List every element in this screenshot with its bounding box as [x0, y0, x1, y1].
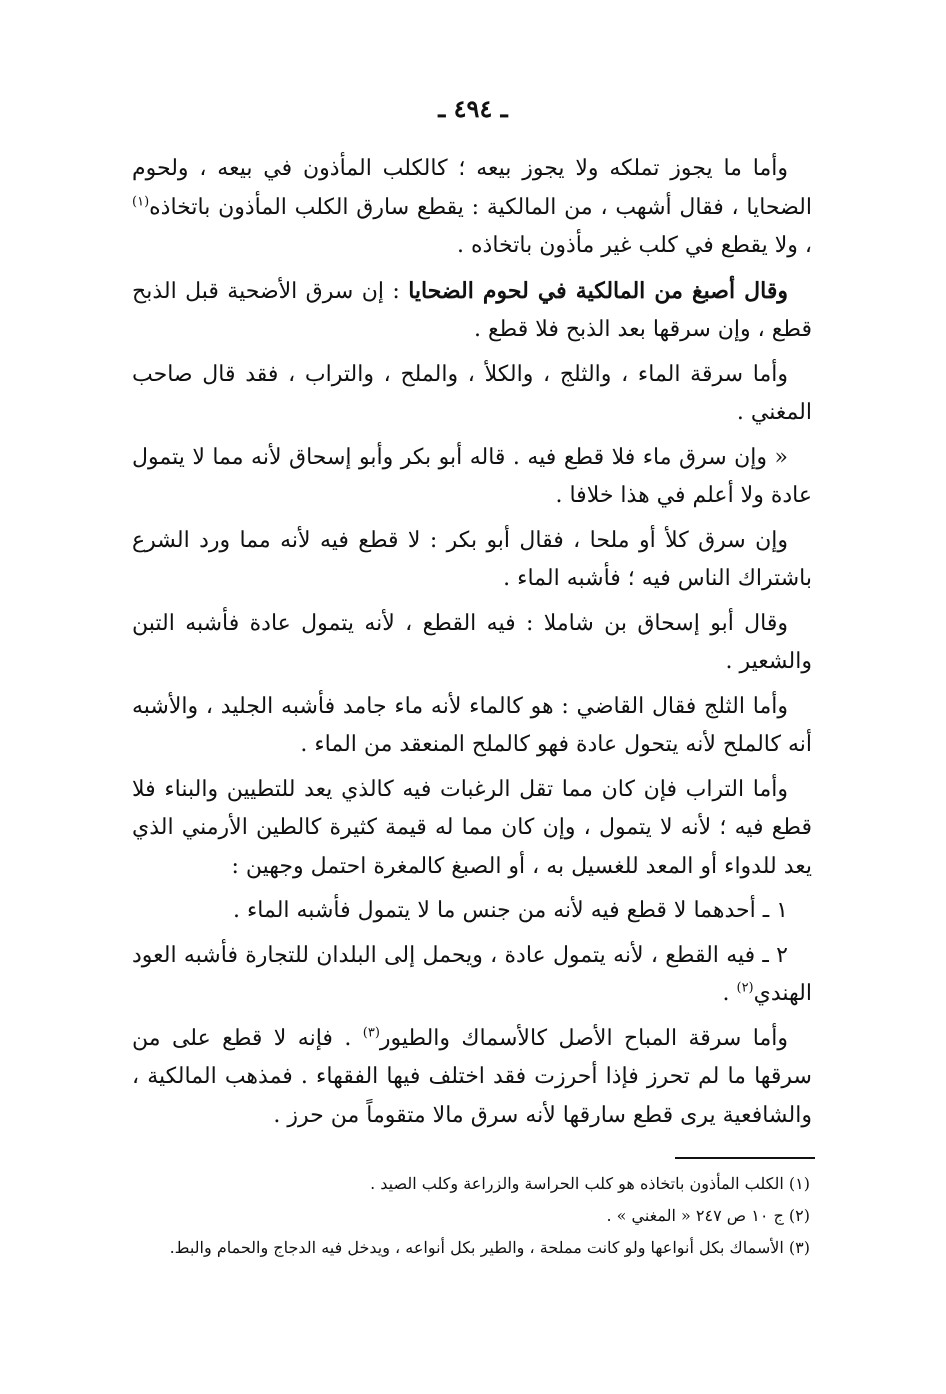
paragraph-fish-birds	[132, 1020, 812, 1136]
paragraph-text: وإن سرق كلأ أو ملحا ، فقال أبو بكر : لا قطع فيه لأنه مما ورد الشرع باشتراك الناس فيه ؛ فأشبه الماء .	[132, 527, 812, 591]
footnotes	[120, 1168, 810, 1264]
footnote-1: (١) الكلب المأذون باتخاذه هو كلب الحراسة والزراعة وكلب الصيد .	[370, 1174, 810, 1193]
page-number: ـ ٤٩٤ ـ	[438, 94, 508, 123]
footnote-2: (٢) ج ١٠ ص ٢٤٧ « المغني » .	[606, 1206, 810, 1225]
paragraph-text: : إن سرق الأضحية قبل الذبح قطع ، وإن سرقها بعد الذبح فلا قطع .	[132, 278, 812, 342]
paragraph-option-2	[132, 937, 812, 1014]
main-text	[132, 150, 812, 1141]
paragraph-text: ١ ـ أحدهما لا قطع فيه لأنه من جنس ما لا يتمول فأشبه الماء .	[232, 898, 788, 923]
paragraph-soil	[132, 771, 812, 887]
paragraph-text: وأما الثلج فقال القاضي : هو كالماء لأنه ماء جامد فأشبه الجليد ، والأشبه أنه كالملح لأنه يتحول عادة فهو كالملح المنعقد من الماء .	[132, 693, 812, 757]
footnote-3: (٣) الأسماك بكل أنواعها ولو كانت مملحة ، والطير بكل أنواعه ، ويدخل فيه الدجاج والحمام والبط.	[169, 1238, 810, 1257]
paragraph-grass-salt	[132, 522, 812, 599]
paragraph-text-cont: . فإنه لا قطع على من سرقها ما لم تحرز فإذا أحرزت فقد اختلف فيها الفقهاء . فمذهب المالكية ، والشافعية يرى قطع سارقها لأنه سرق مالا متقوماً من حرز .	[132, 1025, 812, 1128]
paragraph-text: وأما سرقة المباح الأصل كالأسماك والطيور	[379, 1025, 788, 1051]
paragraph-text: وأما التراب فإن كان مما تقل الرغبات فيه كالذي يعد للتطيين والبناء فلا قطع فيه ؛ لأنه لا يتمول ، وإن كان مما له قيمة كثيرة كالطين الأرمني الذي يعد للدواء أو المعد للغسيل به ، أو الصبغ كالمغرة احتمل وجهين :	[132, 776, 812, 879]
paragraph-text: « وإن سرق ماء فلا قطع فيه . قاله أبو بكر وأبو إسحاق لأنه مما لا يتمول عادة ولا أعلم في هذا خلافا .	[132, 444, 812, 508]
footnote-marker-1: (١)	[132, 194, 150, 210]
paragraph-text: وأما ما يجوز تملكه ولا يجوز بيعه ؛ كالكلب المأذون في بيعه ، ولحوم الضحايا ، فقال أشهب ، من المالكية : يقطع سارق الكلب المأذون باتخاذه	[132, 156, 812, 220]
paragraph-text-cont: ، ولا يقطع في كلب غير مأذون باتخاذه .	[457, 233, 812, 258]
paragraph-bold-lead: وقال أصبغ من المالكية في لحوم الضحايا	[408, 277, 788, 304]
paragraph-text: ٢ ـ فيه القطع ، لأنه يتمول عادة ، ويحمل إلى البلدان للتجارة فأشبه العود الهندي	[132, 942, 812, 1006]
footnote-marker-2: (٢)	[736, 980, 754, 996]
paragraph-ibn-shamla	[132, 605, 812, 682]
paragraph-dog-sacrifice	[132, 150, 812, 266]
footnote-marker-3: (٣)	[362, 1025, 380, 1041]
paragraph-text: وقال أبو إسحاق بن شاملا : فيه القطع ، لأنه يتمول عادة فأشبه التبن والشعير .	[132, 610, 812, 674]
paragraph-quote-water	[132, 439, 812, 516]
paragraph-text: وأما سرقة الماء ، والثلج ، والكلأ ، والملح ، والتراب ، فقد قال صاحب المغني .	[132, 361, 812, 425]
paragraph-asbagh	[132, 272, 812, 350]
paragraph-text-cont: .	[722, 981, 737, 1006]
paragraph-option-1	[132, 892, 812, 931]
footnote-divider	[675, 1157, 815, 1159]
paragraph-water-snow	[132, 356, 812, 433]
paragraph-snow	[132, 688, 812, 765]
